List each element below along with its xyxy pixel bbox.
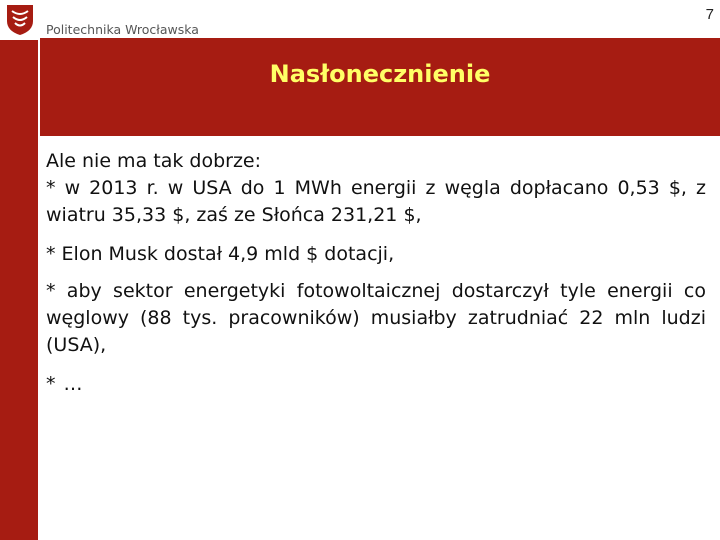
paragraph-subsidies: Ale nie ma tak dobrze: * w 2013 r. w USA do 1 MWh energii z węgla dopłacano 0,53 $, z wiatru 35,33 $, zaś ze Słońca 231,21 $, (46, 150, 706, 226)
page-number: 7 (705, 6, 714, 23)
paragraph-elon-musk: * Elon Musk dostał 4,9 mld $ dotacji, (46, 243, 395, 265)
slide-content (46, 148, 706, 398)
paragraph-employment: * aby sektor energetyki fotowoltaicznej dostarczył tyle energii co węglowy (88 tys. pracowników) musiałby zatrudniać 22 mln ludzi (USA), (46, 280, 706, 356)
university-name: Politechnika Wrocławska (46, 22, 199, 37)
university-logo-icon (3, 3, 37, 37)
left-accent-bar (0, 40, 38, 540)
slide-title: Nasłonecznienie (269, 60, 491, 88)
paragraph-ellipsis: * … (46, 373, 84, 395)
